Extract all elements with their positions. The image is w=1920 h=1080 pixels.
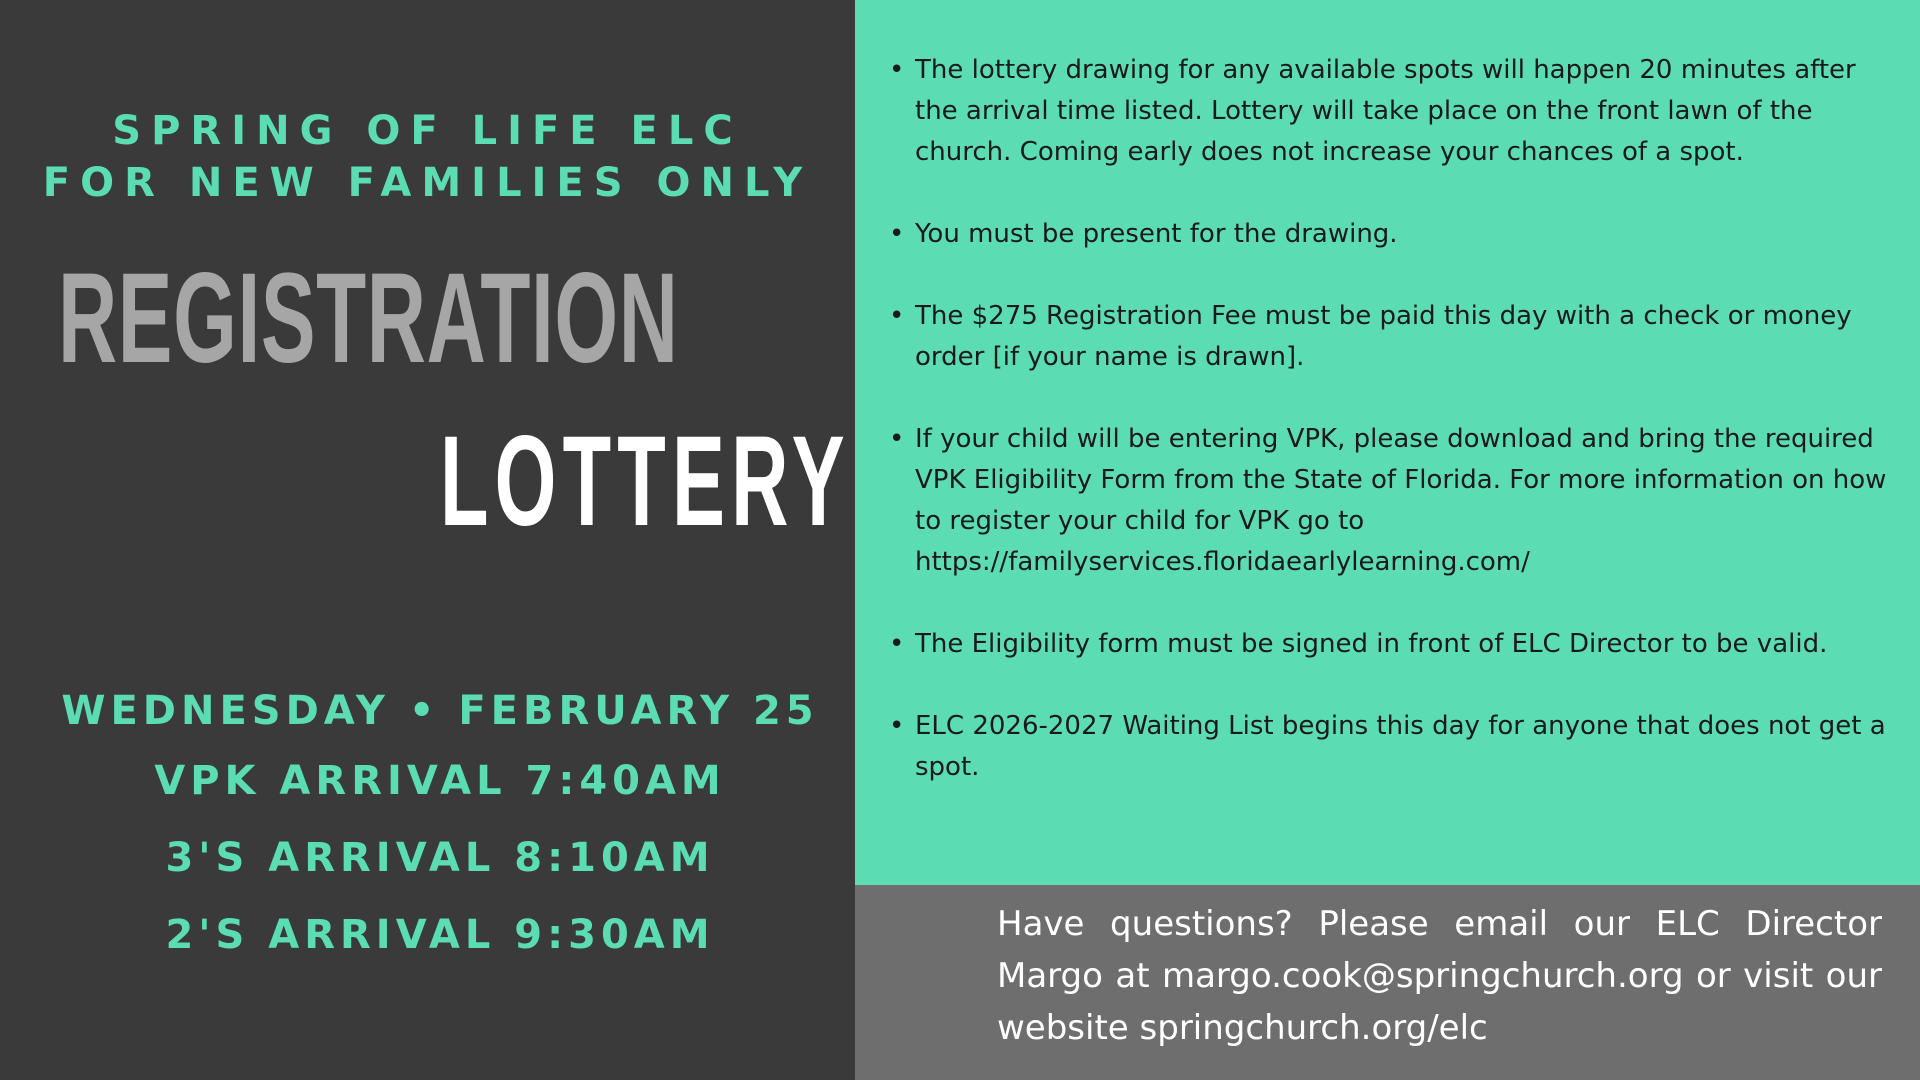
registration-fee-text: • The $275 Registration Fee must be paid this day with a check or money order [if your name is drawn]. (915, 301, 1852, 372)
list-item (885, 296, 1895, 378)
list-item (885, 214, 1895, 255)
presence-requirement-text: • You must be present for the drawing. (915, 219, 1398, 249)
vpk-arrival-time: VPK ARRIVAL 7:40AM (154, 758, 726, 804)
school-name: SPRING OF LIFE ELC (112, 108, 743, 154)
list-item (885, 419, 1895, 583)
waiting-list-text: • ELC 2026-2027 Waiting List begins this day for anyone that does not get a spot. (915, 711, 1886, 782)
event-date: WEDNESDAY • FEBRUARY 25 (61, 688, 819, 734)
title-registration: REGISTRATION (58, 247, 679, 390)
audience-note: FOR NEW FAMILIES ONLY (42, 160, 813, 206)
list-item (885, 50, 1895, 173)
eligibility-signature-text: • The Eligibility form must be signed in front of ELC Director to be valid. (915, 629, 1828, 659)
title-lottery: LOTTERY (440, 410, 851, 553)
twos-arrival-time: 2'S ARRIVAL 9:30AM (165, 912, 715, 958)
contact-text: Have questions? Please email our ELC Director Margo at margo.cook@springchurch.org or visit our website springchurch.org/elc (997, 904, 1882, 1048)
vpk-eligibility-text: • If your child will be entering VPK, please download and bring the required VPK Eligibility Form from the State of Florida. For more information on how to register your child for VPK go to https://familyservices.floridaearlylearning.com/ (915, 424, 1887, 577)
details-list (885, 50, 1895, 829)
left-panel (0, 0, 855, 1080)
list-item (885, 706, 1895, 788)
list-item (885, 624, 1895, 665)
threes-arrival-time: 3'S ARRIVAL 8:10AM (165, 835, 715, 881)
lottery-timing-text: • The lottery drawing for any available spots will happen 20 minutes after the arrival time listed. Lottery will take place on the front lawn of the church. Coming early does not increase your chances of a spot. (915, 55, 1856, 167)
